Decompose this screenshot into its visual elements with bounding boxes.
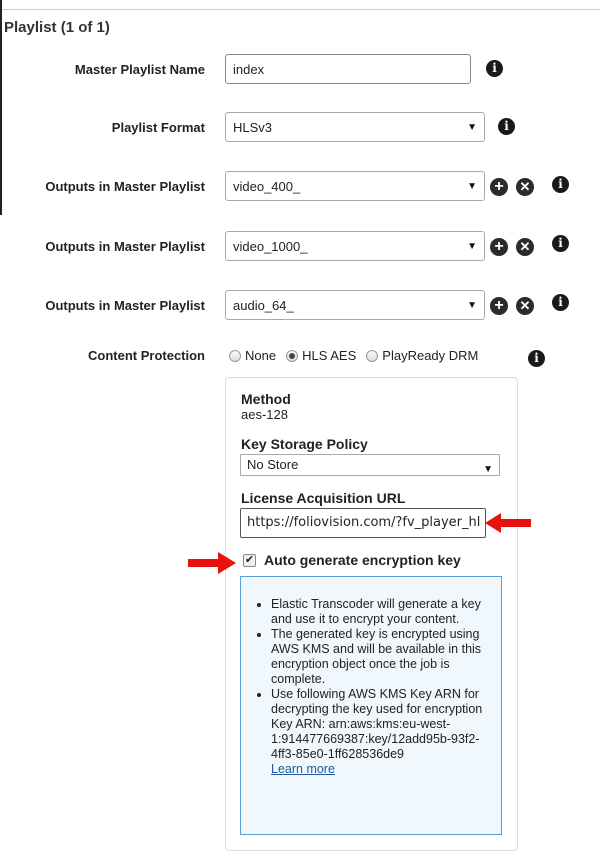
key-storage-policy-value: No Store <box>247 457 299 472</box>
license-acquisition-url-input[interactable]: https://foliovision.com/?fv_player_hl <box>240 508 486 538</box>
playlist-format-value: HLSv3 <box>233 119 273 135</box>
dropdown-arrow-icon: ▼ <box>467 122 477 133</box>
method-label: Method <box>241 391 291 407</box>
key-storage-policy-label: Key Storage Policy <box>241 436 368 452</box>
info-icon[interactable]: i <box>552 294 569 311</box>
add-icon[interactable]: + <box>490 178 508 196</box>
output-value: audio_64_ <box>233 297 294 313</box>
info-icon[interactable]: i <box>528 350 545 367</box>
left-edge-border <box>0 0 2 215</box>
list-item: • Elastic Transcoder will generate a key and use it to encrypt your content. <box>271 597 491 627</box>
content-protection-radio-group <box>229 348 488 363</box>
output-select-3[interactable] <box>225 290 485 320</box>
red-arrow-annotation <box>188 552 236 574</box>
key-arn-text: Key ARN: arn:aws:kms:eu-west-1:914477669387:key/12add95b-93f2-4ff3-85e0-1ff628536de9 <box>271 717 480 761</box>
encryption-info-box <box>240 576 502 835</box>
add-icon[interactable]: + <box>490 238 508 256</box>
license-acquisition-url-label: License Acquisition URL <box>241 490 406 506</box>
list-item <box>271 687 491 777</box>
section-title: Playlist (1 of 1) <box>4 19 110 36</box>
output-select-1[interactable] <box>225 171 485 201</box>
dropdown-arrow-icon: ▼ <box>483 464 493 475</box>
remove-icon[interactable]: ✕ <box>516 297 534 315</box>
list-item-text: Use following AWS KMS Key ARN for decrypting the key used for encryption <box>271 687 483 716</box>
method-value: aes-128 <box>241 407 288 422</box>
checkbox-icon[interactable]: ✔ <box>244 554 255 566</box>
dropdown-arrow-icon: ▼ <box>467 300 477 311</box>
learn-more-link[interactable]: Learn more <box>271 762 335 776</box>
radio-hls-aes[interactable] <box>286 350 298 362</box>
outputs-label: Outputs in Master Playlist <box>45 239 205 254</box>
info-list <box>241 577 501 777</box>
remove-icon[interactable]: ✕ <box>516 178 534 196</box>
list-item: • The generated key is encrypted using AWS KMS and will be available in this encryption object once the job is complete. <box>271 627 491 687</box>
dropdown-arrow-icon: ▼ <box>467 241 477 252</box>
key-storage-policy-select[interactable] <box>240 454 500 476</box>
info-icon[interactable]: i <box>486 60 503 77</box>
dropdown-arrow-icon: ▼ <box>467 181 477 192</box>
info-icon[interactable]: i <box>552 176 569 193</box>
content-protection-label: Content Protection <box>88 348 205 363</box>
top-divider <box>0 9 600 10</box>
playlist-format-label: Playlist Format <box>111 120 205 135</box>
output-value: video_400_ <box>233 178 301 194</box>
remove-icon[interactable]: ✕ <box>516 238 534 256</box>
info-icon[interactable]: i <box>498 118 515 135</box>
radio-hls-aes-label: HLS AES <box>302 348 357 363</box>
master-playlist-name-input[interactable] <box>225 54 471 84</box>
auto-generate-key-label: Auto generate encryption key <box>264 552 461 568</box>
playlist-format-select[interactable] <box>225 112 485 142</box>
output-select-2[interactable] <box>225 231 485 261</box>
radio-playready-drm-label: PlayReady DRM <box>382 348 479 363</box>
red-arrow-annotation <box>485 513 531 533</box>
outputs-label: Outputs in Master Playlist <box>45 179 205 194</box>
outputs-label: Outputs in Master Playlist <box>45 298 205 313</box>
radio-none[interactable] <box>229 350 241 362</box>
add-icon[interactable]: + <box>490 297 508 315</box>
master-playlist-name-value: index <box>233 61 265 77</box>
output-value: video_1000_ <box>233 238 308 254</box>
info-icon[interactable]: i <box>552 235 569 252</box>
radio-playready-drm[interactable] <box>366 350 378 362</box>
radio-none-label: None <box>245 348 277 363</box>
master-playlist-name-label: Master Playlist Name <box>74 62 205 77</box>
